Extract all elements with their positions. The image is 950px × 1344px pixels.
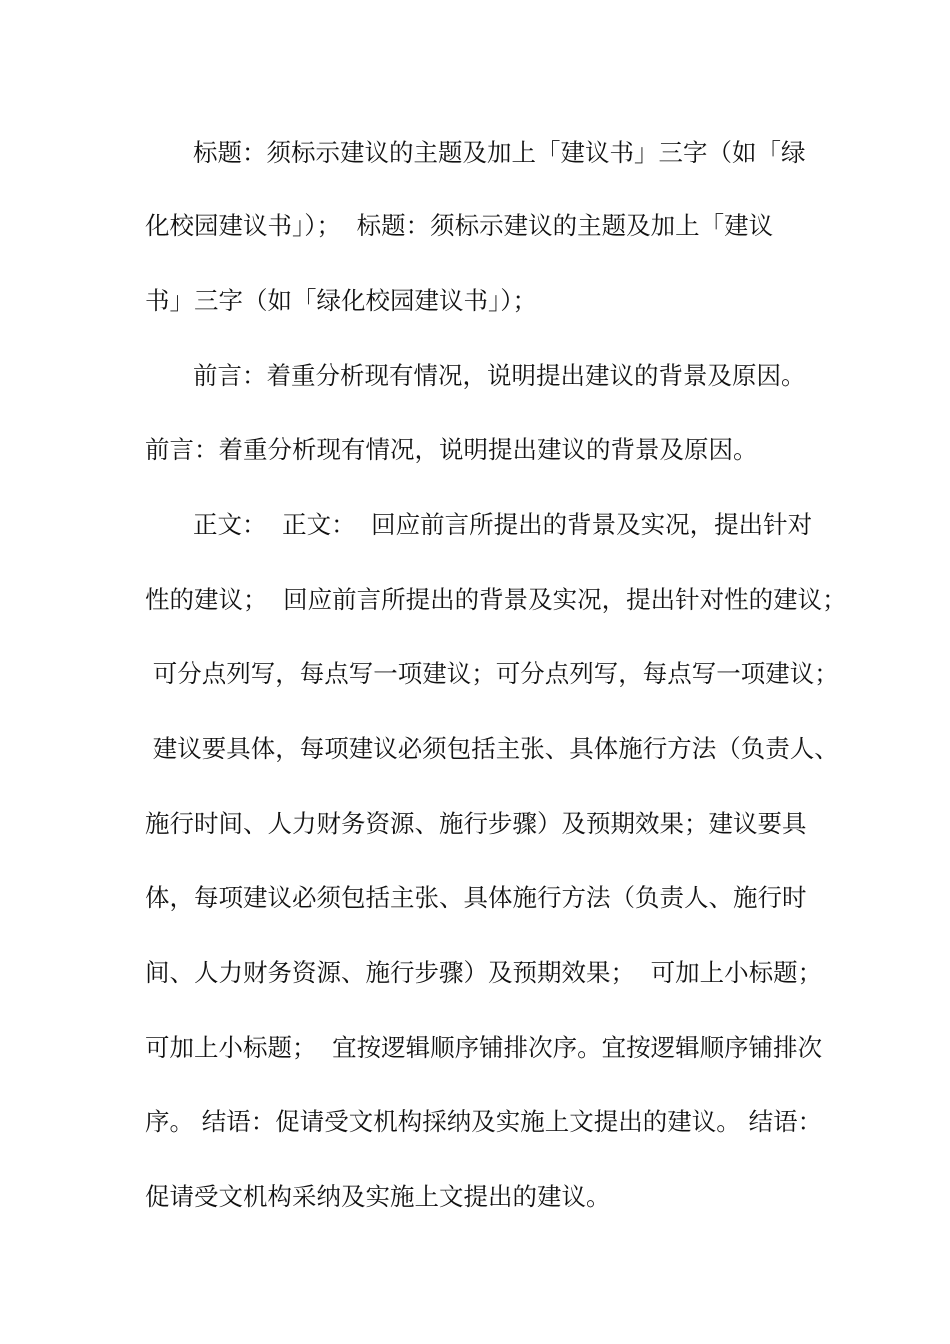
text-line: 建议要具体，每项建议必须包括主张、具体施行方法（负责人、 [145,734,839,763]
text-line: 序。 结语：促请受文机构採纳及实施上文提出的建议。 结语： [145,1107,823,1136]
text-line: 间、人力财务资源、施行步骤）及预期效果； 可加上小标题； [145,958,823,987]
text-line: 施行时间、人力财务资源、施行步骤）及预期效果；建议要具 [145,809,807,838]
text-line: 前言：着重分析现有情况，说明提出建议的背景及原因。 [193,361,806,390]
text-line: 书」三字（如「绿化校园建议书」）； [145,286,537,315]
text-line: 前言：着重分析现有情况，说明提出建议的背景及原因。 [145,435,758,464]
text-line: 可加上小标题； 宜按逻辑顺序铺排次序。宜按逻辑顺序铺排次 [145,1033,823,1062]
text-line: 性的建议； 回应前言所提出的背景及实况，提出针对性的建议； [145,585,847,614]
text-line: 标题：须标示建议的主题及加上「建议书」三字（如「绿 [193,138,806,167]
text-line: 促请受文机构采纳及实施上文提出的建议。 [145,1182,611,1211]
text-line: 正文： 正文： 回应前言所提出的背景及实况，提出针对 [193,510,813,539]
text-line: 可分点列写，每点写一项建议；可分点列写，每点写一项建议； [145,659,839,688]
text-line: 体，每项建议必须包括主张、具体施行方法（负责人、施行时 [145,883,807,912]
text-line: 化校园建议书」）； 标题：须标示建议的主题及加上「建议 [145,211,774,240]
